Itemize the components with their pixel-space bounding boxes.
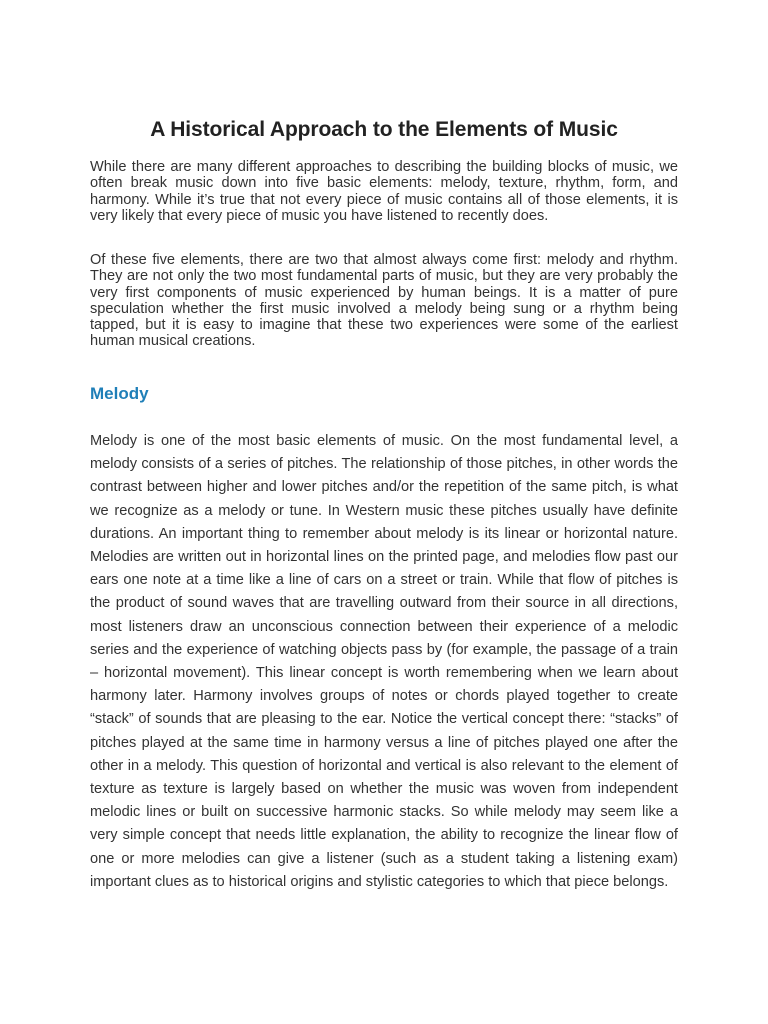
page-title: A Historical Approach to the Elements of Music — [150, 118, 618, 141]
intro-paragraph-2: Of these five elements, there are two that almost always come first: melody and rhythm. They are not only the two most fundamental parts of music, but they are very probably the very first components of music experienced by human beings. It is a matter of pure speculation whether the first music involved a melody being sung or a rhythm being tapped, but it is easy to imagine that these two experiences were some of the earliest human musical creations. — [90, 252, 678, 350]
melody-body-paragraph: Melody is one of the most basic elements of music. On the most fundamental level, a melody consists of a series of pitches. The relationship of those pitches, in other words the contrast between higher and lower pitches and/or the repetition of the same pitch, is what we recognize as a melody or tune. In Western music these pitches usually have definite durations. An important thing to remember about melody is its linear or horizontal nature. Melodies are written out in horizontal lines on the printed page, and melodies flow past our ears one note at a time like a line of cars on a street or train. While that flow of pitches is the product of sound waves that are travelling outward from their source in all directions, most listeners draw an unconscious connection between their experience of a melodic series and the experience of watching objects pass by (for example, the passage of a train – horizontal movement). This linear concept is worth remembering when we learn about harmony later. Harmony involves groups of notes or chords played together to create “stack” of sounds that are pleasing to the ear. Notice the vertical concept there: “stacks” of pitches played at the same time in harmony versus a line of pitches played one after the other in a melody. This question of horizontal and vertical is also relevant to the element of texture as texture is largely based on whether the music was woven from independent melodic lines or built on successive harmonic stacks. So while melody may seem like a very simple concept that needs little explanation, the ability to recognize the linear flow of one or more melodies can give a listener (such as a student taking a listening exam) important clues as to historical origins and stylistic categories to which that piece belongs. — [90, 433, 678, 890]
intro-paragraph-1: While there are many different approaches to describing the building blocks of music, we often break music down into five basic elements: melody, texture, rhythm, form, and harmony. While it’s true that not every piece of music contains all of those elements, it is very likely that every piece of music you have listened to recently does. — [90, 159, 678, 224]
section-heading-melody: Melody — [90, 384, 149, 403]
